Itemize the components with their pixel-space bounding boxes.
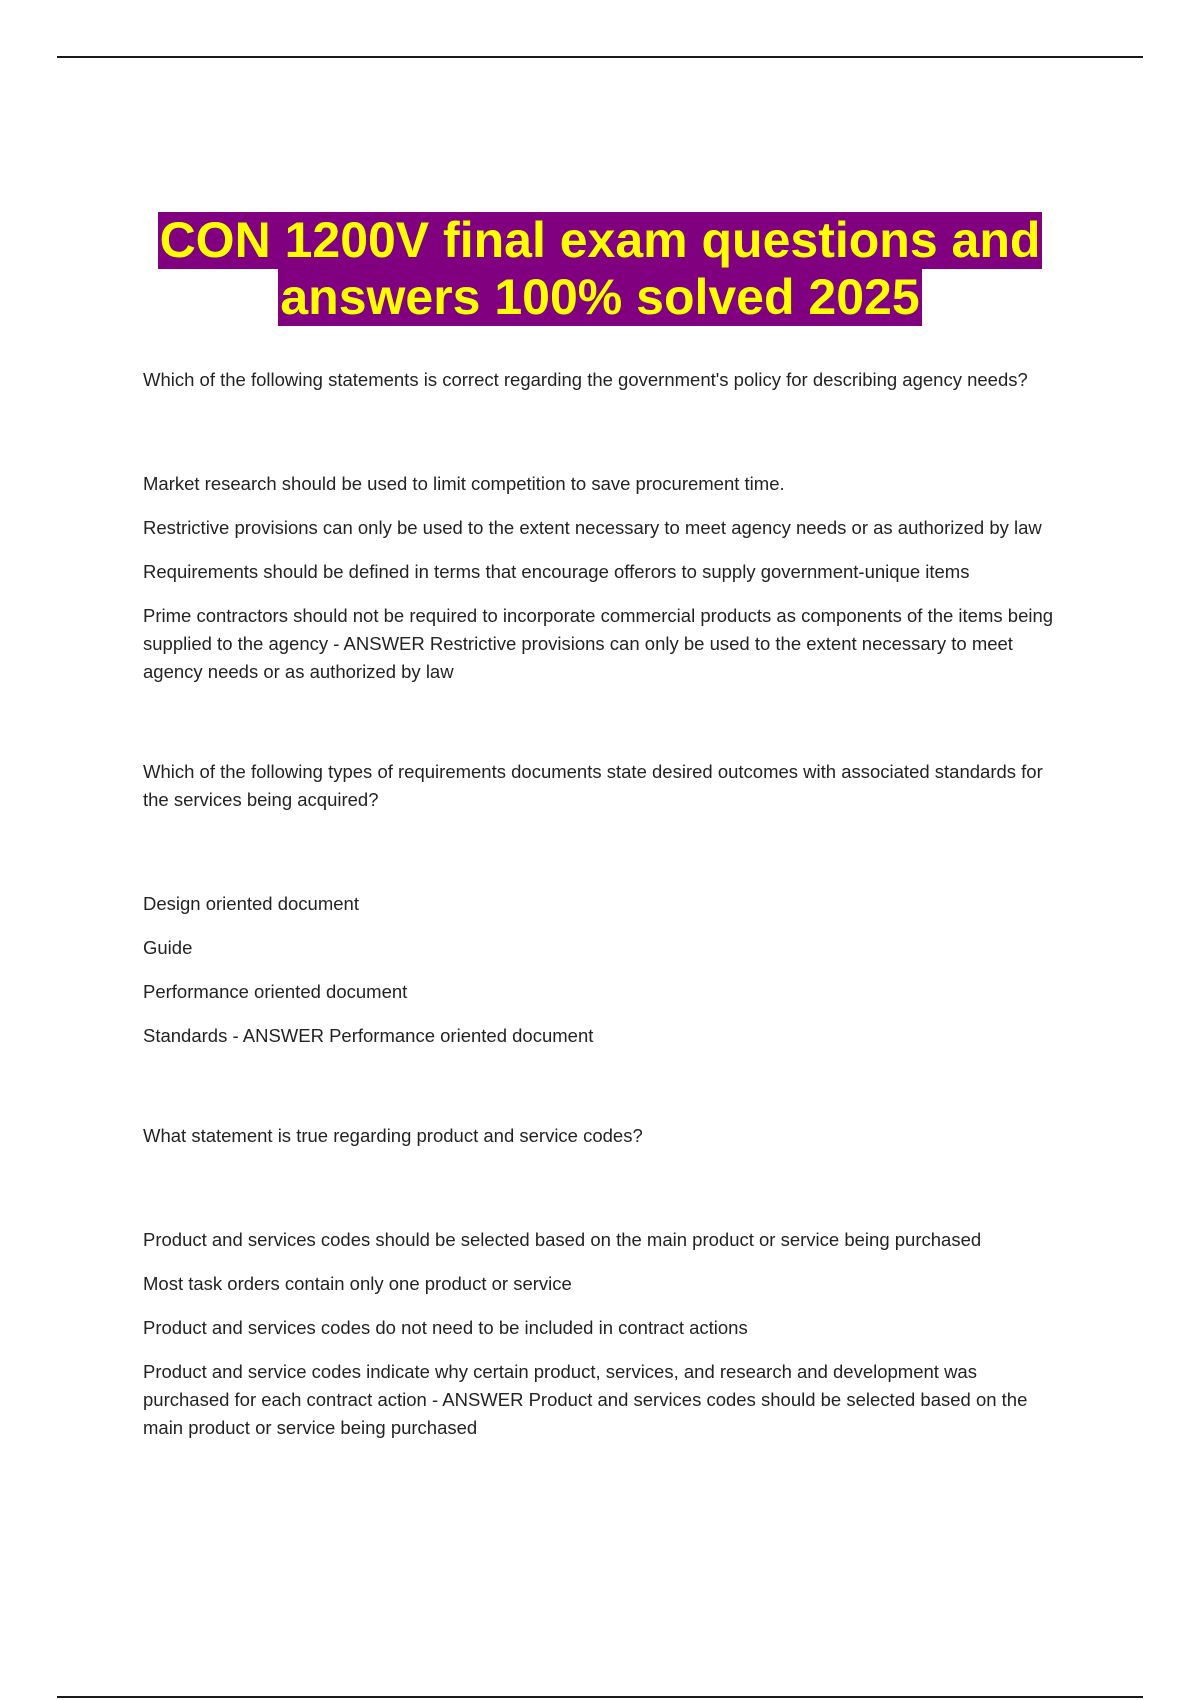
answer-option: Product and services codes do not need to be included in contract actions	[143, 1317, 748, 1338]
spacer	[143, 702, 1068, 758]
question-block-2	[143, 758, 1068, 1050]
answer-option: Product and service codes indicate why certain product, services, and research and development was purchased for each contract action - ANSWER Product and services codes should be selected based on the main product or service being purchased	[143, 1361, 1028, 1438]
answer-option: Guide	[143, 937, 193, 958]
exam-content	[143, 366, 1068, 1458]
answer-option: Restrictive provisions can only be used to the extent necessary to meet agency needs or as authorized by law	[143, 517, 1042, 538]
answer-option: Design oriented document	[143, 893, 359, 914]
question-block-1	[143, 366, 1068, 686]
answer-option: Requirements should be defined in terms that encourage offerors to supply government-unique items	[143, 561, 970, 582]
bottom-rule	[57, 1696, 1143, 1698]
answer-option: Standards - ANSWER Performance oriented document	[143, 1025, 594, 1046]
top-rule	[57, 56, 1143, 58]
question-text: What statement is true regarding product and service codes?	[143, 1125, 643, 1146]
answer-option: Product and services codes should be selected based on the main product or service being purchased	[143, 1229, 982, 1250]
answer-option: Most task orders contain only one product or service	[143, 1273, 572, 1294]
answer-option: Market research should be used to limit competition to save procurement time.	[143, 473, 785, 494]
title-line-2: answers 100% solved 2025	[280, 269, 920, 325]
title-line-1: CON 1200V final exam questions and	[159, 212, 1041, 268]
question-block-3	[143, 1122, 1068, 1442]
page-title	[0, 212, 1200, 326]
spacer	[143, 1066, 1068, 1122]
answer-option: Prime contractors should not be required to incorporate commercial products as components of the items being supplied to the agency - ANSWER Restrictive provisions can only be used to the extent necessary to meet agency needs or as authorized by law	[143, 605, 1054, 682]
question-text: Which of the following types of requirements documents state desired outcomes with associated standards for the services being acquired?	[143, 761, 1043, 810]
question-text: Which of the following statements is correct regarding the government's policy for describing agency needs?	[143, 369, 1028, 390]
answer-option: Performance oriented document	[143, 981, 408, 1002]
